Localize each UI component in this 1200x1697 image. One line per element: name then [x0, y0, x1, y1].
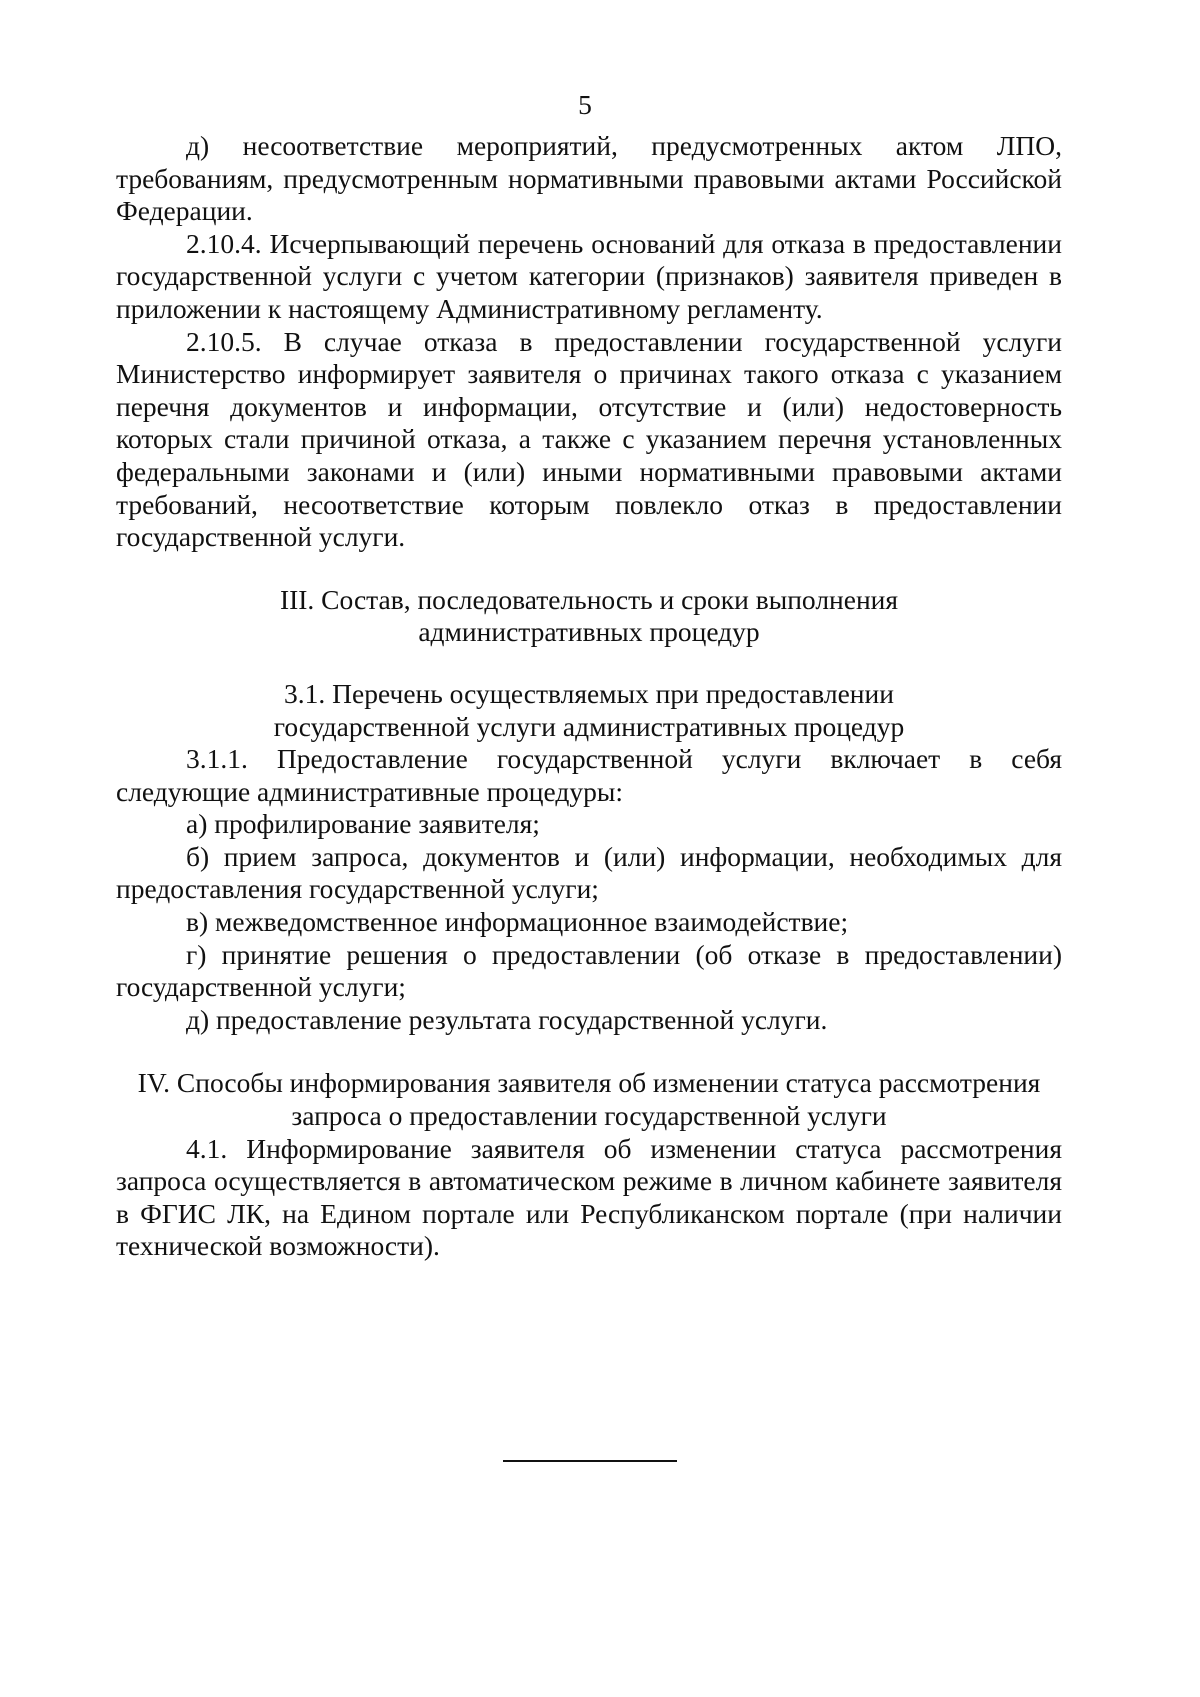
subsection-3-1-heading-line2: государственной услуги административных процедур: [273, 710, 905, 742]
list-item-g: г) принятие решения о предоставлении (об отказе в предоставлении) государственной услуги;: [116, 938, 1062, 1003]
list-item-v: в) межведомственное информационное взаимодействие;: [186, 906, 849, 938]
paragraph-2-10-4: 2.10.4. Исчерпывающий перечень оснований для отказа в предоставлении государственной услуги с учетом категории (признаков) заявителя приведен в приложении к настоящему Административному регламенту.: [116, 227, 1062, 324]
paragraph-4-1: 4.1. Информирование заявителя об изменении статуса рассмотрения запроса осуществляется в автоматическом режиме в личном кабинете заявителя в ФГИС ЛК, на Едином портале или Республиканском портале (при наличии технической возможности).: [116, 1132, 1062, 1262]
paragraph-2-10-5: 2.10.5. В случае отказа в предоставлении государственной услуги Министерство информирует заявителя о причинах такого отказа с указанием перечня документов и информации, отсутствие и (или) недостоверность которых стали причиной отказа, а также с указанием перечня установленных федеральными законами и (или) иными нормативными правовыми актами требований, несоответствие которым повлекло отказ в предоставлении государственной услуги.: [116, 325, 1062, 553]
paragraph-3-1-1: 3.1.1. Предоставление государственной услуги включает в себя следующие административные процедуры:: [116, 743, 1062, 807]
list-item-b: б) прием запроса, документов и (или) информации, необходимых для предоставления государственной услуги;: [116, 840, 1062, 905]
section-4-heading: [116, 1067, 1062, 1132]
section-4-heading-line2: запроса о предоставлении государственной услуги: [291, 1100, 887, 1132]
subsection-3-1-heading-line1: 3.1. Перечень осуществляемых при предоставлении: [284, 677, 894, 709]
section-3-heading-line1: III. Состав, последовательность и сроки выполнения: [279, 583, 899, 615]
section-3-heading: [116, 584, 1062, 649]
section-3-heading-line2: административных процедур: [418, 616, 760, 648]
list-item-a: а) профилирование заявителя;: [186, 808, 540, 840]
document-body: [116, 130, 1062, 1263]
paragraph-item-d-lpo: д) несоответствие мероприятий, предусмотренных актом ЛПО, требованиям, предусмотренным нормативными правовыми актами Российской Федерации.: [116, 130, 1062, 227]
subsection-3-1-heading: [116, 678, 1062, 743]
list-item-d: д) предоставление результата государственной услуги.: [186, 1003, 828, 1035]
page-number: 5: [578, 89, 592, 120]
end-separator-line: [503, 1460, 677, 1462]
section-4-heading-line1: IV. Способы информирования заявителя об изменении статуса рассмотрения: [137, 1067, 1041, 1099]
